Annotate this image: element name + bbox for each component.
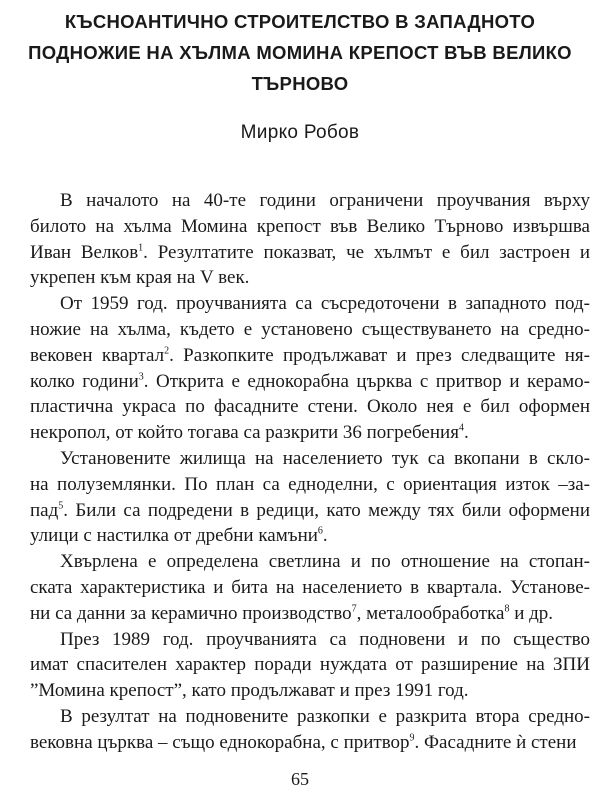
line-text: улици с настилка от дребни камъни: [30, 525, 318, 547]
line-text: ”Момина крепост”, като продължават и през 1991 год.: [30, 680, 469, 702]
line-text: колко години: [30, 370, 139, 392]
line-text: . Разкопките продължават и през следващите ня-: [169, 344, 590, 366]
line-text: През 1989 год. проучванията са подновени и по същество: [60, 628, 590, 650]
text-line: [30, 265, 590, 291]
line-text: пластична украса по фасадните стени. Около нея е бил оформен: [30, 396, 590, 418]
line-text: В началото на 40-те години ограничени проучвания върху: [60, 190, 590, 211]
line-text: на полуземлянки. По план са еднодeлни, с ориентация изток –за-: [30, 473, 590, 495]
line-text: .: [322, 525, 328, 547]
footnote-marker: 9: [409, 732, 415, 744]
text-line: [30, 472, 590, 498]
footnote-marker: 6: [317, 526, 323, 538]
text-line: [30, 549, 590, 575]
line-text: укрепен към края на V век.: [30, 267, 250, 289]
line-text: Иван Велков: [30, 241, 139, 263]
line-text: и др.: [509, 602, 554, 624]
footnote-marker: 8: [504, 603, 510, 615]
article-body: [30, 188, 590, 756]
paragraph: [30, 446, 590, 549]
title-line: ПОДНОЖИЕ НА ХЪЛМА МОМИНА КРЕПОСТ ВЪВ ВЕЛИКО: [28, 42, 572, 63]
line-text: вековна църква – също еднокорабна, с притвор: [30, 731, 410, 753]
title-line: ТЪРНОВО: [251, 73, 349, 94]
text-line: [30, 730, 590, 756]
line-text: . Резултатите показват, че хълмът е бил застроен и: [143, 241, 590, 263]
footnote-marker: 1: [138, 242, 144, 254]
line-text: имат спасителен характер поради нуждата от разширение на ЗПИ: [30, 654, 590, 676]
text-line: [30, 652, 590, 678]
line-text: . Били са подредени в редици, като между тях били оформени: [63, 499, 590, 521]
line-text: .: [463, 422, 469, 444]
footnote-marker: 2: [164, 345, 170, 357]
text-line: [30, 369, 590, 395]
text-line: [30, 188, 590, 214]
line-text: В резултат на подновените разкопки е разкрита втора средно-: [60, 705, 590, 727]
paragraph: [30, 704, 590, 756]
text-line: [30, 343, 590, 369]
text-line: [30, 678, 590, 704]
line-text: . Фасадните ѝ стени: [414, 731, 577, 753]
text-line: [30, 420, 590, 446]
paragraph: [30, 549, 590, 626]
paragraph: [30, 627, 590, 704]
footnote-marker: 7: [351, 603, 357, 615]
text-line: [30, 498, 590, 524]
text-line: [30, 214, 590, 240]
line-text: Хвърлена е определена светлина и по отношение на стопан-: [60, 551, 590, 573]
paragraph: [30, 188, 590, 291]
text-line: [30, 523, 590, 549]
line-text: ножие на хълма, където е установено съществуването на средно-: [30, 318, 590, 340]
line-text: . Открита е еднокорабна църква с притвор и керамо-: [143, 370, 590, 392]
page-number: 65: [291, 769, 309, 789]
line-text: пад: [30, 499, 59, 521]
paragraph: [30, 291, 590, 446]
text-line: [30, 704, 590, 730]
line-text: , металообработка: [356, 602, 505, 624]
text-line: [30, 601, 590, 627]
text-line: [30, 317, 590, 343]
text-line: [30, 394, 590, 420]
title-line: КЪСНОАНТИЧНО СТРОИТЕЛСТВО В ЗАПАДНОТО: [64, 11, 536, 32]
line-text: Установените жилища на населението тук са вкопани в скло-: [60, 447, 590, 469]
author-name: Мирко Робов: [240, 122, 360, 143]
line-text: билото на хълма Момина крепост във Велико Търново извършва: [30, 215, 590, 237]
text-line: [30, 240, 590, 266]
footnote-marker: 5: [58, 500, 64, 512]
line-text: некропол, от който тогава са разкрити 36 погребения: [30, 422, 459, 444]
text-line: [30, 291, 590, 317]
footnote-marker: 4: [458, 422, 464, 434]
line-text: ската характеристика и бита на населението в квартала. Установе-: [30, 576, 590, 598]
article-title: [0, 6, 600, 99]
line-text: От 1959 год. проучванията са съсредоточени в западното под-: [60, 293, 590, 315]
text-line: [30, 575, 590, 601]
footnote-marker: 3: [138, 371, 144, 383]
line-text: вековен квартал: [30, 344, 165, 366]
text-line: [30, 446, 590, 472]
text-line: [30, 627, 590, 653]
line-text: ни са данни за керамично производство: [30, 602, 352, 624]
